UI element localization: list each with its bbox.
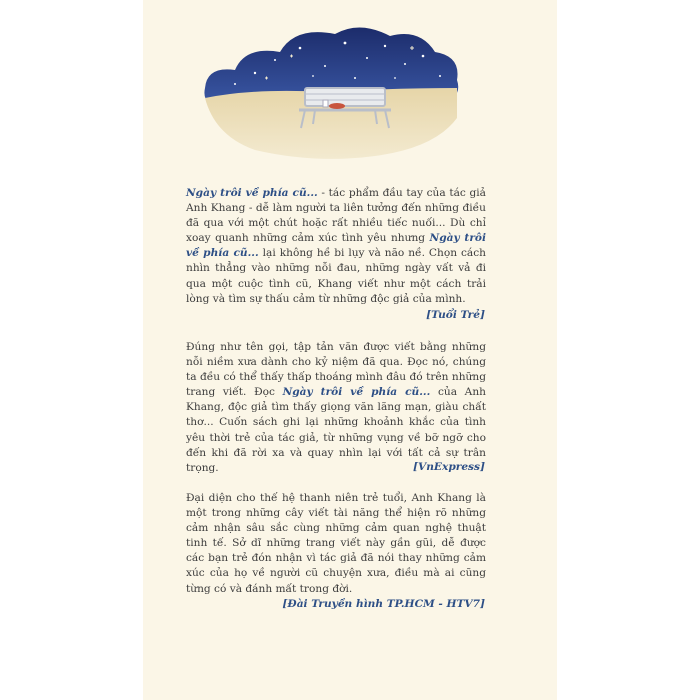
quote-text: Đúng như tên gọi, tập tản văn được viết bằng những nỗi niềm xưa dành cho kỷ niệm đã qua. Đọc nó, chúng ta đều có thể thấy thấp thoáng mình đâu đó trên những trang viết. Đọc [186,341,486,399]
review-source-3: [Đài Truyền hình TP.HCM - HTV7] [282,598,485,610]
review-source-2: [VnExpress] [413,461,485,473]
book-title-mention: Ngày trôi về phía cũ... [186,187,318,199]
review-source-1: [Tuổi Trẻ] [426,309,485,321]
quote-text: của Anh Khang, độc giả tìm thấy giọng văn lãng mạn, giàu chất thơ... Cuốn sách ghi lại những khoảnh khắc của tình yêu thời trẻ của tác giả, từ những vụng về bỡ ngỡ cho đến khi đã rời xa và quay nhìn lại với tất cả sự trân trọng. [186,386,486,474]
quote-text: lại không hề bi lụy và não nề. Chọn cách nhìn thẳng vào những nỗi đau, những ngày vất vả đi qua một cuộc tình cũ, Khang viết như một cách trải lòng và tìm sự thấu cảm từ những độc giả của mình. [186,247,486,305]
quote-text: - tác phẩm đầu tay của tác giả Anh Khang - dễ làm người ta liên tưởng đến những điều đã qua với một chút hoặc rất nhiều tiếc nuối... Dù chỉ xoay quanh những cảm xúc tình yêu nhưng [186,187,486,245]
review-quote-2 [186,340,486,476]
quote-text: Đại diện cho thế hệ thanh niên trẻ tuổi, Anh Khang là một trong những cây viết tài năng thể hiện rõ những cảm nhận sâu sắc cùng những cảm quan nghệ thuật tinh tế. Sở dĩ những trang viết này gần gũi, dễ được các bạn trẻ đón nhận vì tác giả đã nói thay những cảm xúc của họ về người cũ chuyện xưa, điều mà ai cũng từng có và đánh mất trong đời. [186,492,486,595]
night-sky-bench-illustration [195,18,465,168]
review-quote-3 [186,491,486,597]
book-title-mention: Ngày trôi về phía cũ... [186,232,486,260]
book-title-mention: Ngày trôi về phía cũ... [282,386,431,399]
review-quote-1 [186,186,486,307]
